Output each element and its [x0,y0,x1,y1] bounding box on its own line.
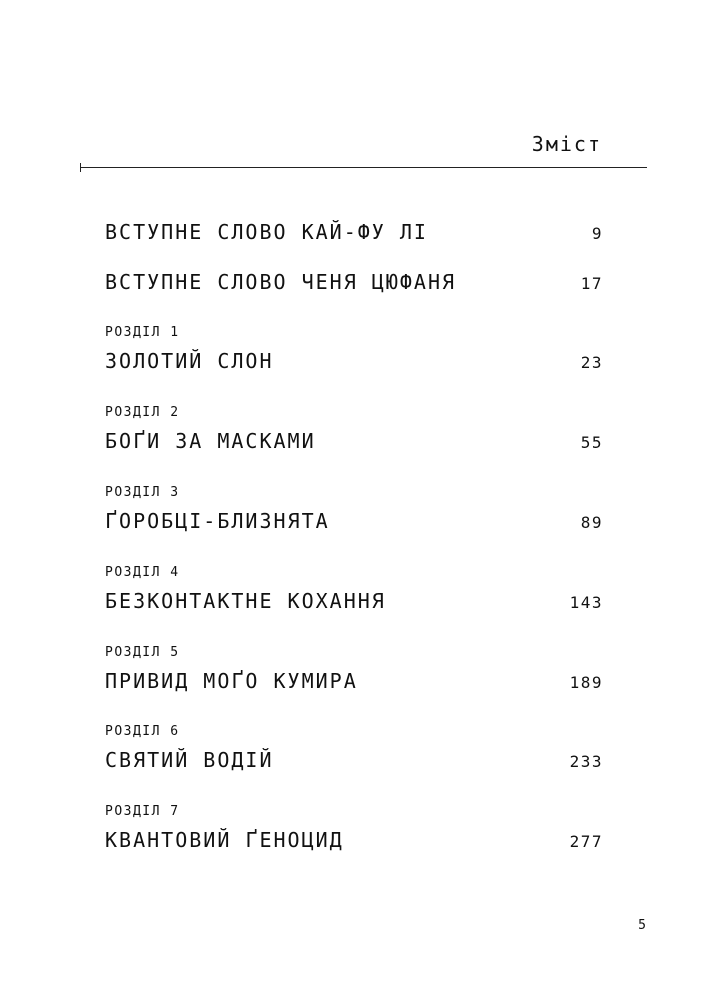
toc-entry-title[interactable]: БОҐИ ЗА МАСКАМИ [105,429,316,453]
toc-entry-page: 55 [580,433,603,452]
toc-entry-title[interactable]: ВСТУПНЕ СЛОВО КАЙ-ФУ ЛІ [105,220,428,244]
toc-entry-page: 143 [569,593,603,612]
toc-entry-title[interactable]: КВАНТОВИЙ ҐЕНОЦИД [105,828,344,852]
chapter-label: РОЗДІЛ 2 [105,405,180,420]
toc-entry-page: 17 [580,274,603,293]
chapter-label: РОЗДІЛ 6 [105,724,180,739]
toc-entry-title[interactable]: ПРИВИД МОҐО КУМИРА [105,669,358,693]
chapter-label: РОЗДІЛ 1 [105,325,180,340]
chapter-label: РОЗДІЛ 3 [105,485,180,500]
chapter-label: РОЗДІЛ 4 [105,565,180,580]
toc-entry-page: 23 [580,353,603,372]
toc-entry-title[interactable]: ЗОЛОТИЙ СЛОН [105,349,274,373]
toc-entry-title[interactable]: БЕЗКОНТАКТНЕ КОХАННЯ [105,589,386,613]
chapter-label: РОЗДІЛ 5 [105,645,180,660]
toc-entry-page: 89 [580,513,603,532]
toc-entry-page: 189 [569,673,603,692]
toc-entry-page: 233 [569,752,603,771]
toc-entry-page: 277 [569,832,603,851]
toc-entry-page: 9 [591,224,603,243]
toc-heading: Зміст [531,132,602,156]
toc-entry-title[interactable]: ВСТУПНЕ СЛОВО ЧЕНЯ ЦЮФАНЯ [105,270,457,294]
toc-entry-title[interactable]: СВЯТИЙ ВОДІЙ [105,748,274,772]
chapter-label: РОЗДІЛ 7 [105,804,180,819]
page-number: 5 [638,918,646,933]
toc-entry-title[interactable]: ҐОРОБЦІ-БЛИЗНЯТА [105,509,330,533]
